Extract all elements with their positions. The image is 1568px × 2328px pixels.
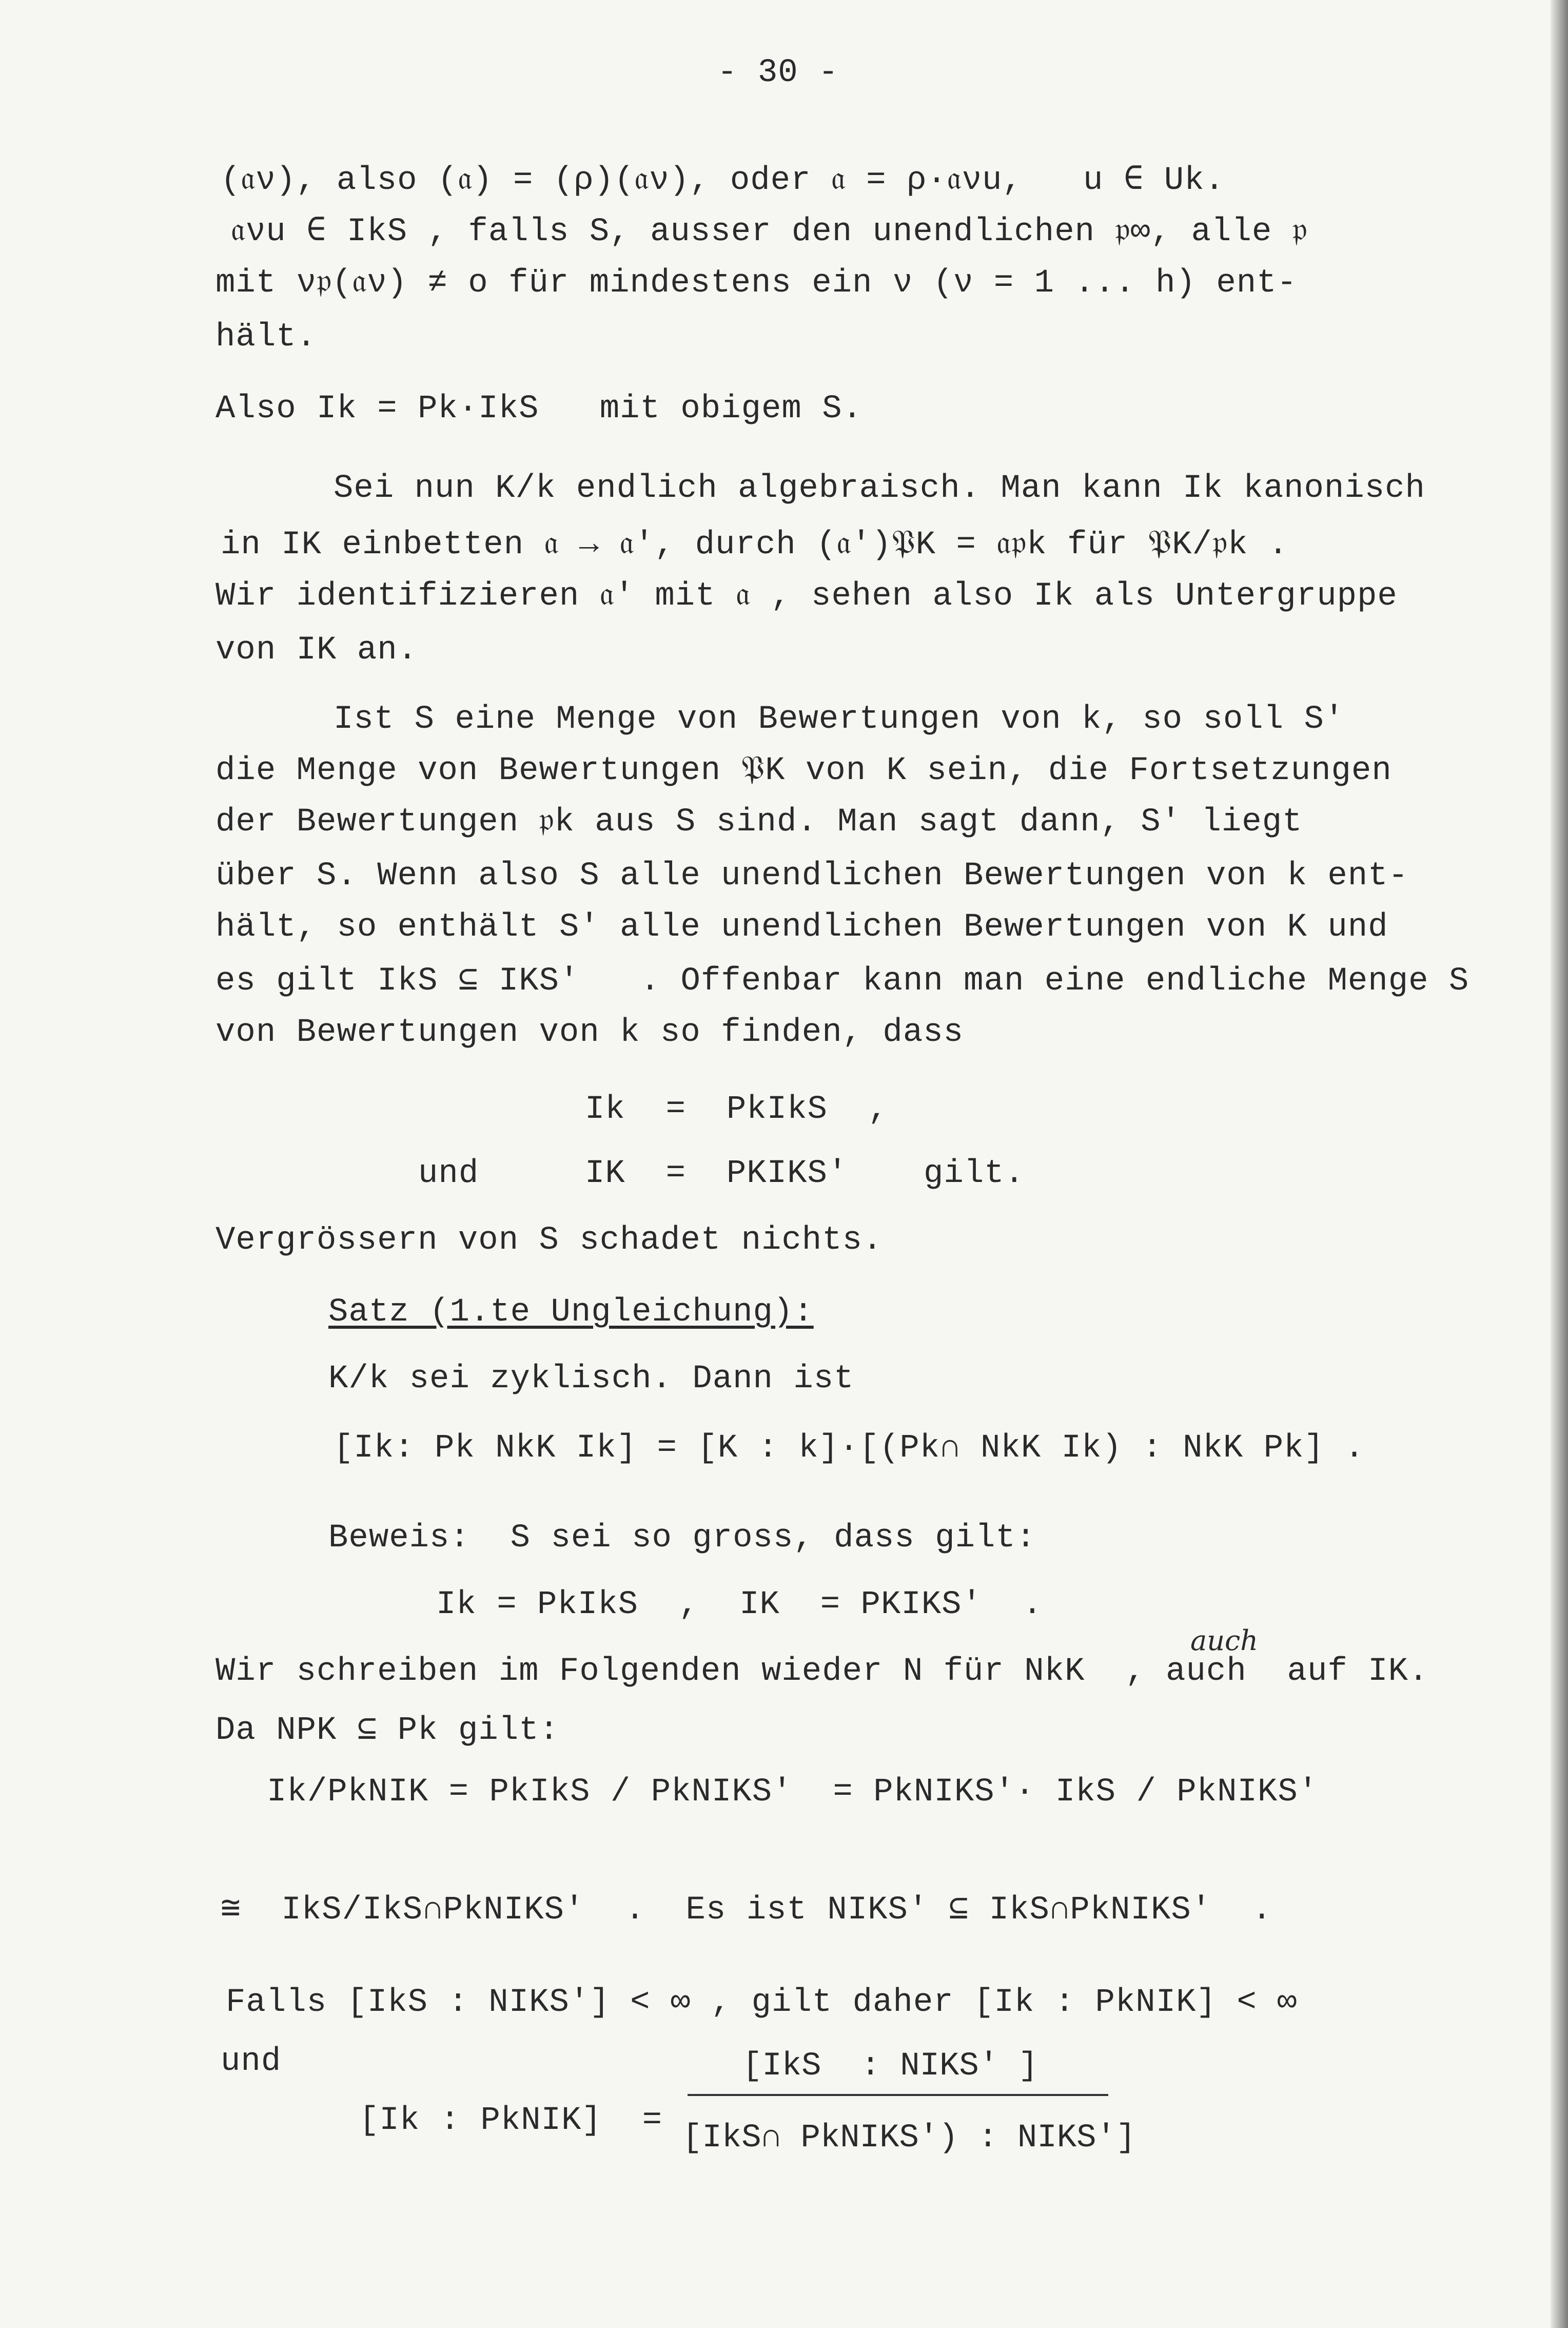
page-number: - 30 - xyxy=(717,54,839,91)
text-line: von IK an. xyxy=(215,632,418,669)
text-line: Ist S eine Menge von Bewertungen von k, so soll S' xyxy=(334,701,1345,738)
text-line: hält. xyxy=(215,319,317,356)
quotient-equation: ≅ IkS/IkS∩PkNIKS' . Es ist NIKS' ⊆ IkS∩PkNIKS' . xyxy=(221,1892,1272,1929)
handwritten-note: auch xyxy=(1190,1624,1258,1657)
text-line: die Menge von Bewertungen 𝔓K von K sein, die Fortsetzungen xyxy=(215,752,1392,789)
und-label: und xyxy=(418,1155,479,1192)
text-line: es gilt IkS ⊆ IKS' . Offenbar kann man eine endliche Menge S xyxy=(215,963,1469,1000)
text-line: hält, so enthält S' alle unendlichen Bewertungen von K und xyxy=(215,909,1388,946)
text-line: Wir identifizieren 𝔞′ mit 𝔞 , sehen also Ik als Untergruppe xyxy=(215,578,1398,615)
text-line: Vergrössern von S schadet nichts. xyxy=(215,1222,883,1259)
text-line: (𝔞ν), also (𝔞) = (ρ)(𝔞ν), oder 𝔞 = ρ·𝔞νu, u ∈ Uk. xyxy=(221,162,1225,199)
text-line: der Bewertungen 𝔭k aus S sind. Man sagt dann, S' liegt xyxy=(215,804,1303,841)
text-line: Da NPK ⊆ Pk gilt: xyxy=(215,1712,560,1749)
satz-statement: K/k sei zyklisch. Dann ist xyxy=(328,1361,854,1398)
equation-ik: Ik = PkIkS , xyxy=(585,1091,889,1128)
quotient-equation: Ik/PkNIK = PkIkS / PkNIKS' = PkNIKS'· IkS / PkNIKS' xyxy=(267,1774,1319,1811)
falls-line: Falls [IkS : NIKS'] < ∞ , gilt daher [Ik : PkNIK] < ∞ xyxy=(226,1984,1298,2021)
text-line: 𝔞νu ∈ IkS , falls S, ausser den unendlichen 𝔭∞, alle 𝔭 xyxy=(231,214,1308,250)
page-edge-shadow xyxy=(1551,0,1568,2328)
und-label: und xyxy=(221,2043,282,2080)
text-line: in IK einbetten 𝔞 → 𝔞′, durch (𝔞′)𝔓K = 𝔞𝔭k für 𝔓K/𝔭k . xyxy=(221,527,1289,564)
text-line: von Bewertungen von k so finden, dass xyxy=(215,1014,964,1051)
satz-title: Satz (1.te Ungleichung): xyxy=(328,1294,814,1331)
text-line: mit ν𝔭(𝔞ν) ≠ o für mindestens ein ν (ν = 1 ... h) ent- xyxy=(215,265,1297,302)
fraction-denominator: [IkS∩ PkNIKS') : NIKS'] xyxy=(682,2120,1136,2157)
equation-iK: IK = PKIKS′ xyxy=(585,1155,848,1192)
fraction-numerator: [IkS : NIKS' ] xyxy=(742,2048,1038,2085)
fraction-bar xyxy=(688,2094,1108,2096)
text-line: Wir schreiben im Folgenden wieder N für NkK , auch auf IK. xyxy=(215,1653,1429,1690)
beweis-equation: Ik = PkIkS , IK = PKIKS' . xyxy=(436,1586,1043,1623)
text-line: Sei nun K/k endlich algebraisch. Man kann Ik kanonisch xyxy=(334,470,1425,507)
beweis-line: Beweis: S sei so gross, dass gilt: xyxy=(328,1520,1036,1557)
satz-equation: [Ik: Pk NkK Ik] = [K : k]·[(Pk∩ NkK Ik) : NkK Pk] . xyxy=(334,1430,1365,1467)
text-line: über S. Wenn also S alle unendlichen Bewertungen von k ent- xyxy=(215,858,1408,895)
final-equation-lhs: [Ik : PkNIK] = xyxy=(359,2102,663,2139)
gilt-label: gilt. xyxy=(924,1155,1025,1192)
text-line: Also Ik = Pk·IkS mit obigem S. xyxy=(215,391,863,428)
